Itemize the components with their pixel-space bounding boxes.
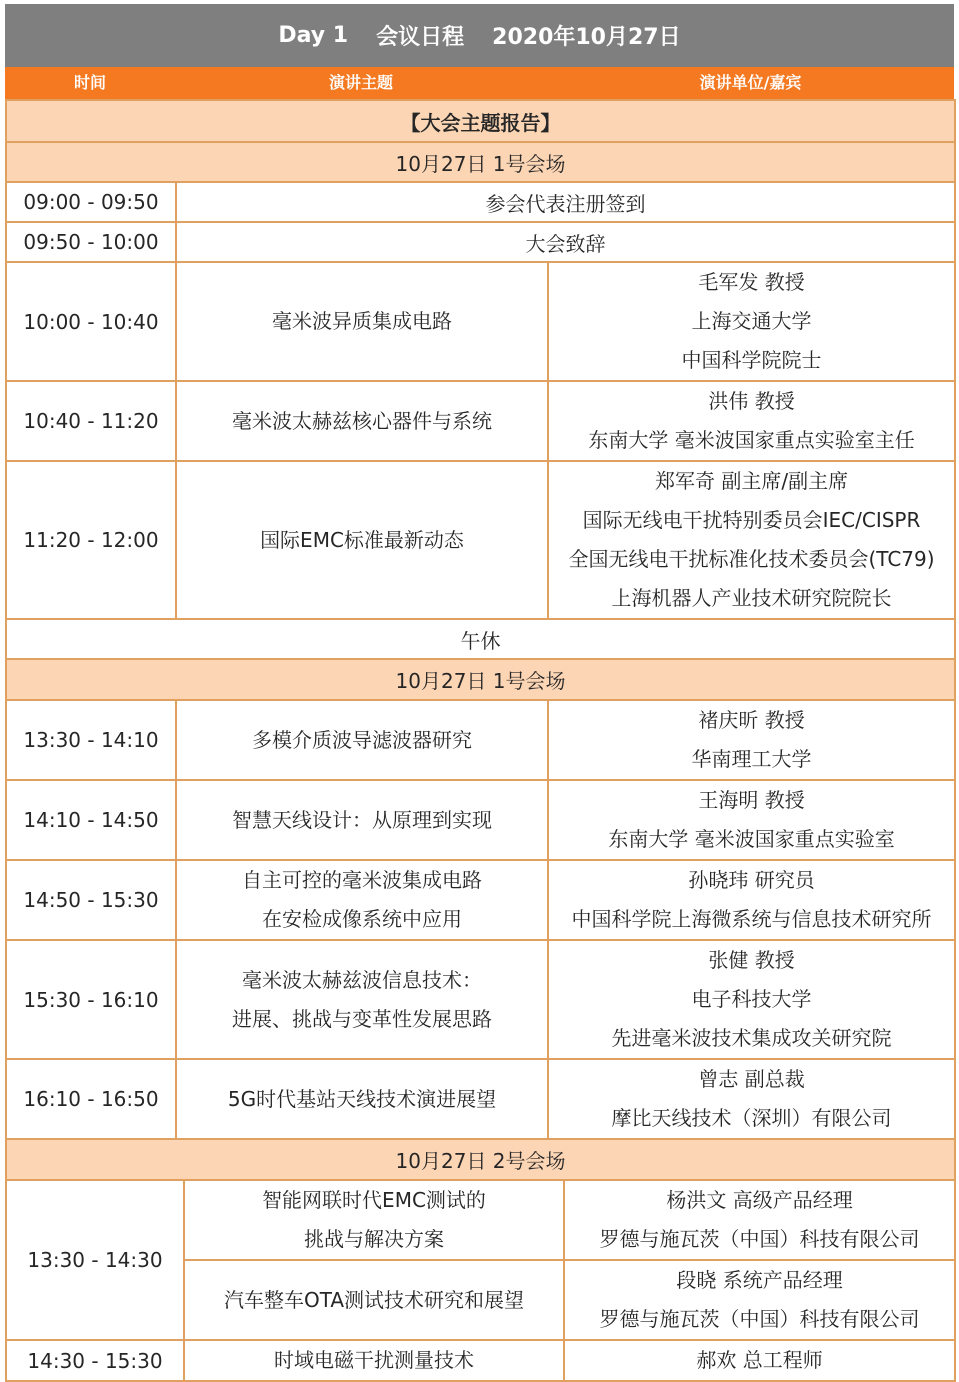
session-time: 14:30 - 15:30 [6,1340,184,1381]
session-time: 14:50 - 15:30 [6,860,176,940]
header-topic: 演讲主题 [328,73,393,92]
table-row [6,619,955,659]
speaker-line: 郝欢 总工程师 [696,1348,823,1372]
speaker-line: 中国科学院院士 [681,348,822,372]
speaker-line: 王海明 教授 [698,788,805,812]
speaker-line: 先进毫米波技术集成攻关研究院 [611,1026,892,1050]
session-speaker [564,1340,955,1381]
session-topic [176,780,548,860]
session-time: 16:10 - 16:50 [6,1059,176,1139]
speaker-line: 东南大学 毫米波国家重点实验室主任 [588,428,915,452]
session-time: 13:30 - 14:10 [6,700,176,780]
schedule-title-bar [5,4,954,67]
table-row [6,700,955,780]
session-time: 14:10 - 14:50 [6,780,176,860]
section-row [6,659,955,700]
topic-line: 国际EMC标准最新动态 [260,527,464,552]
session-topic [176,700,548,780]
venue-label: 10月27日 1号会场 [6,659,955,700]
title-day: Day 1 [278,23,349,48]
topic-line: 智慧天线设计：从原理到实现 [232,807,492,832]
table-row [6,222,955,262]
session-time: 10:40 - 11:20 [6,381,176,461]
session-topic [184,1340,564,1381]
speaker-line: 中国科学院上海微系统与信息技术研究所 [571,907,932,931]
session-topic [184,1180,564,1260]
topic-line: 毫米波太赫兹核心器件与系统 [232,408,492,433]
speaker-line: 摩比天线技术（深圳）有限公司 [611,1106,892,1130]
session-topic [176,1059,548,1139]
speaker-line: 全国无线电干扰标准化技术委员会(TC79) [568,547,935,571]
topic-line: 毫米波异质集成电路 [272,309,452,333]
session-topic [176,860,548,940]
table-row [6,780,955,860]
speaker-line: 杨洪文 高级产品经理 [666,1188,853,1212]
speaker-line: 上海机器人产业技术研究院院长 [611,586,892,610]
session-speaker [564,1260,955,1340]
venue-label: 10月27日 2号会场 [6,1139,955,1180]
topic-line: 汽车整车OTA测试技术研究和展望 [223,1287,525,1312]
topic-line: 多模介质波导滤波器研究 [252,727,472,752]
session-time: 09:00 - 09:50 [6,182,176,222]
table-row [6,262,955,381]
session-time: 13:30 - 14:30 [6,1180,184,1340]
session-topic [184,1260,564,1340]
speaker-line: 国际无线电干扰特别委员会IEC/CISPR [582,508,921,532]
session-topic: 参会代表注册签到 [176,182,955,222]
session-topic [176,461,548,619]
header-speaker: 演讲单位/嘉宾 [699,73,802,92]
column-header-bar [5,67,954,99]
session-topic: 大会致辞 [176,222,955,262]
topic-line: 智能网联时代EMC测试的 [262,1188,486,1212]
topic-line: 自主可控的毫米波集成电路 [242,868,482,892]
section-row [6,1139,955,1180]
section-row [6,142,955,182]
session-speaker [548,381,955,461]
session-speaker [548,860,955,940]
title-date: 2020年10月27日 [492,25,681,50]
speaker-line: 电子科技大学 [691,987,812,1011]
session-speaker [548,780,955,860]
plenary-title: 【大会主题报告】 [6,100,955,142]
speaker-line: 罗德与施瓦茨（中国）科技有限公司 [599,1227,920,1251]
table-row [6,940,955,1059]
table-row [6,381,955,461]
speaker-line: 东南大学 毫米波国家重点实验室 [608,827,895,851]
speaker-line: 郑军奇 副主席/副主席 [654,469,849,493]
session-speaker [548,461,955,619]
table-row [6,182,955,222]
header-time: 时间 [73,73,106,92]
table-row [6,1180,955,1260]
speaker-line: 洪伟 教授 [708,389,795,413]
session-time: 09:50 - 10:00 [6,222,176,262]
title-name: 会议日程 [376,25,465,50]
speaker-line: 罗德与施瓦茨（中国）科技有限公司 [599,1307,920,1331]
speaker-line: 段晓 系统产品经理 [676,1268,843,1292]
session-speaker [548,940,955,1059]
table-row [6,461,955,619]
session-topic [176,262,548,381]
session-speaker [548,1059,955,1139]
topic-line: 进展、挑战与变革性发展思路 [232,1006,492,1031]
speaker-line: 华南理工大学 [691,747,812,771]
speaker-line: 毛军发 教授 [698,270,805,294]
topic-line: 在安检成像系统中应用 [262,907,462,931]
session-time: 11:20 - 12:00 [6,461,176,619]
speaker-line: 上海交通大学 [691,309,812,333]
schedule-table [5,99,956,1382]
section-row [6,100,955,142]
session-topic [176,940,548,1059]
session-time: 10:00 - 10:40 [6,262,176,381]
venue-label: 10月27日 1号会场 [6,142,955,182]
schedule-body [6,100,955,1381]
lunch-break: 午休 [6,619,955,659]
topic-line: 毫米波太赫兹波信息技术： [242,967,482,992]
speaker-line: 褚庆昕 教授 [698,708,805,732]
topic-line: 挑战与解决方案 [304,1227,444,1251]
table-row [6,1340,955,1381]
speaker-line: 曾志 副总裁 [698,1067,805,1091]
speaker-line: 孙晓玮 研究员 [688,868,815,892]
session-time: 15:30 - 16:10 [6,940,176,1059]
session-speaker [564,1180,955,1260]
speaker-line: 张健 教授 [708,948,795,972]
table-row [6,1059,955,1139]
table-row [6,860,955,940]
session-speaker [548,700,955,780]
topic-line: 5G时代基站天线技术演进展望 [227,1086,497,1111]
session-topic [176,381,548,461]
session-speaker [548,262,955,381]
topic-line: 时域电磁干扰测量技术 [274,1348,474,1372]
